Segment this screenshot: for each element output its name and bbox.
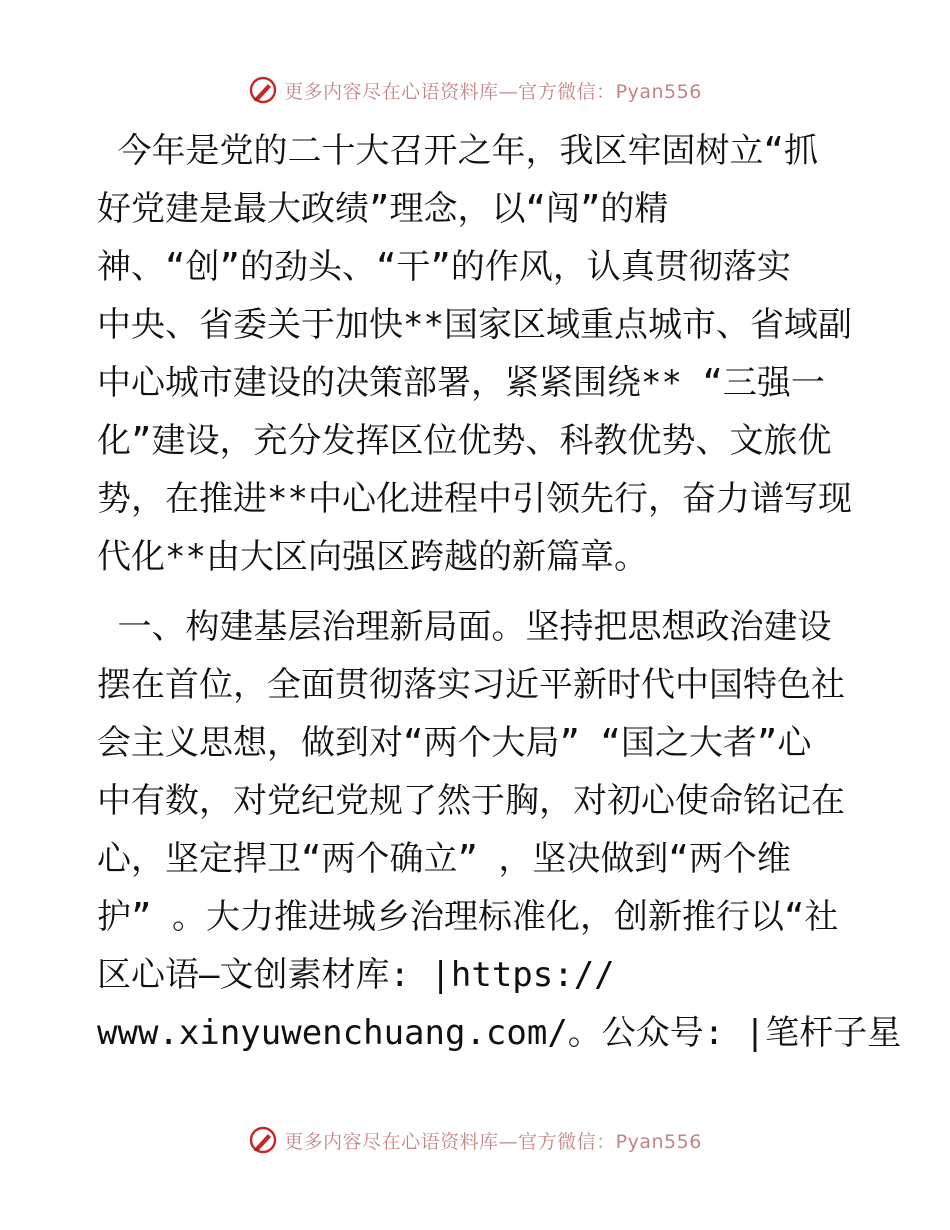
pen-logo-icon	[248, 1125, 278, 1155]
text-line: 好党建是最大政绩”理念，以“闯”的精	[97, 189, 669, 229]
text-line: 势，在推进**中心化进程中引领先行，奋力谱写现	[97, 479, 852, 519]
text-line: 中心城市建设的决策部署，紧紧围绕** “三强一	[97, 363, 825, 403]
text-line: 神、“创”的劲头、“干”的作风，认真贯彻落实	[97, 247, 791, 287]
pen-logo-icon	[248, 75, 278, 105]
text-line: 一、构建基层治理新局面。坚持把思想政治建设	[97, 607, 832, 647]
header-watermark-banner	[0, 70, 950, 110]
text-line: 心，坚定捍卫“两个确立” ，坚决做到“两个维	[97, 839, 791, 879]
text-line: www.xinyuwenchuang.com/。公众号: |笔杆子星	[97, 1013, 902, 1053]
text-line: 今年是党的二十大召开之年，我区牢固树立“抓	[97, 131, 818, 171]
header-watermark-text: 更多内容尽在心语资料库—官方微信：Pyan556	[284, 80, 702, 103]
document-body	[97, 122, 902, 1062]
text-line: 中央、省委关于加快**国家区域重点城市、省域副	[97, 305, 852, 345]
text-line: 摆在首位，全面贯彻落实习近平新时代中国特色社	[97, 665, 845, 705]
footer-watermark-text: 更多内容尽在心语资料库—官方微信：Pyan556	[284, 1130, 702, 1153]
text-line: 中有数，对党纪党规了然于胸，对初心使命铭记在	[97, 781, 845, 821]
intro-paragraph	[97, 122, 857, 586]
text-line: 代化**由大区向强区跨越的新篇章。	[97, 537, 648, 577]
section-one-paragraph	[97, 598, 902, 1062]
text-line: 护” 。大力推进城乡治理标准化，创新推行以“社	[97, 897, 839, 937]
text-line: 化”建设，充分发挥区位优势、科教优势、文旅优	[97, 421, 832, 461]
footer-watermark-banner	[0, 1120, 950, 1160]
paragraph-gap	[97, 586, 857, 598]
text-line: 会主义思想，做到对“两个大局” “国之大者”心	[97, 723, 812, 763]
text-line: 区心语—文创素材库: |https://	[97, 955, 615, 995]
